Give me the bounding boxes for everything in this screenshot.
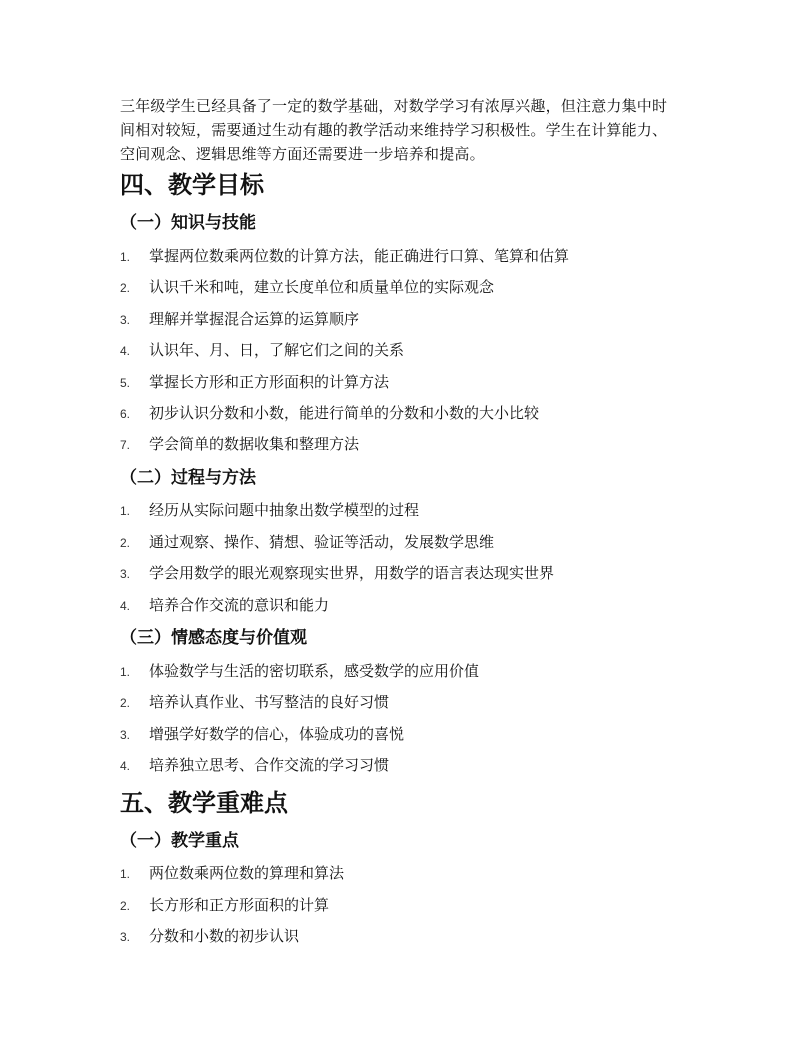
list-item [120, 532, 494, 553]
list-item [120, 755, 389, 776]
list-text: 经历从实际问题中抽象出数学模型的过程 [149, 501, 420, 519]
list-item [120, 277, 494, 298]
list-number: 2. [120, 536, 131, 550]
list-number: 4. [120, 599, 131, 613]
subheading-attitudes-values: （三）情感态度与价值观 [120, 628, 307, 648]
list-number: 3. [120, 930, 131, 944]
list-number: 2. [120, 281, 131, 295]
list-item [120, 434, 359, 455]
list-number: 2. [120, 899, 131, 913]
list-item [120, 895, 329, 916]
list-number: 7. [120, 438, 131, 452]
list-number: 2. [120, 696, 131, 710]
list-text: 认识年、月、日，了解它们之间的关系 [149, 341, 405, 359]
list-text: 学会用数学的眼光观察现实世界，用数学的语言表达现实世界 [149, 564, 555, 582]
list-item [120, 661, 479, 682]
list-number: 1. [120, 504, 131, 518]
list-text: 长方形和正方形面积的计算 [149, 896, 330, 914]
list-text: 学会简单的数据收集和整理方法 [149, 435, 360, 453]
list-item [120, 863, 344, 884]
list-text: 分数和小数的初步认识 [149, 927, 300, 945]
list-text: 培养合作交流的意识和能力 [149, 596, 330, 614]
list-text: 理解并掌握混合运算的运算顺序 [149, 310, 360, 328]
list-text: 认识千米和吨，建立长度单位和质量单位的实际观念 [149, 278, 495, 296]
list-text: 两位数乘两位数的算理和算法 [149, 864, 345, 882]
list-number: 3. [120, 313, 131, 327]
list-item [120, 309, 359, 330]
list-item [120, 403, 539, 424]
section-heading-key-difficulties: 五、教学重难点 [120, 788, 288, 817]
list-item [120, 926, 299, 947]
list-number: 3. [120, 728, 131, 742]
list-number: 6. [120, 407, 131, 421]
subheading-knowledge-skills: （一）知识与技能 [120, 213, 256, 233]
list-number: 1. [120, 867, 131, 881]
list-text: 掌握长方形和正方形面积的计算方法 [149, 373, 390, 391]
section-heading-objectives: 四、教学目标 [120, 170, 264, 199]
list-item [120, 563, 554, 584]
intro-paragraph: 三年级学生已经具备了一定的数学基础，对数学学习有浓厚兴趣，但注意力集中时间相对较短，需要通过生动有趣的教学活动来维持学习积极性。学生在计算能力、空间观念、逻辑思维等方面还需要进一步培养和提高。 [120, 97, 668, 163]
list-text: 培养独立思考、合作交流的学习习惯 [149, 756, 390, 774]
list-item [120, 692, 389, 713]
list-text: 初步认识分数和小数，能进行简单的分数和小数的大小比较 [149, 404, 540, 422]
list-number: 5. [120, 376, 131, 390]
list-item [120, 724, 404, 745]
list-number: 1. [120, 250, 131, 264]
list-number: 3. [120, 567, 131, 581]
list-item [120, 372, 389, 393]
list-item [120, 246, 569, 267]
list-number: 4. [120, 759, 131, 773]
list-number: 4. [120, 344, 131, 358]
list-item [120, 340, 404, 361]
list-number: 1. [120, 665, 131, 679]
subheading-process-methods: （二）过程与方法 [120, 468, 256, 488]
list-text: 掌握两位数乘两位数的计算方法，能正确进行口算、笔算和估算 [149, 247, 570, 265]
list-text: 通过观察、操作、猜想、验证等活动，发展数学思维 [149, 533, 495, 551]
list-text: 培养认真作业、书写整洁的良好习惯 [149, 693, 390, 711]
list-text: 体验数学与生活的密切联系，感受数学的应用价值 [149, 662, 480, 680]
list-text: 增强学好数学的信心，体验成功的喜悦 [149, 725, 405, 743]
subheading-teaching-focus: （一）教学重点 [120, 831, 239, 851]
list-item [120, 595, 329, 616]
list-item [120, 500, 419, 521]
